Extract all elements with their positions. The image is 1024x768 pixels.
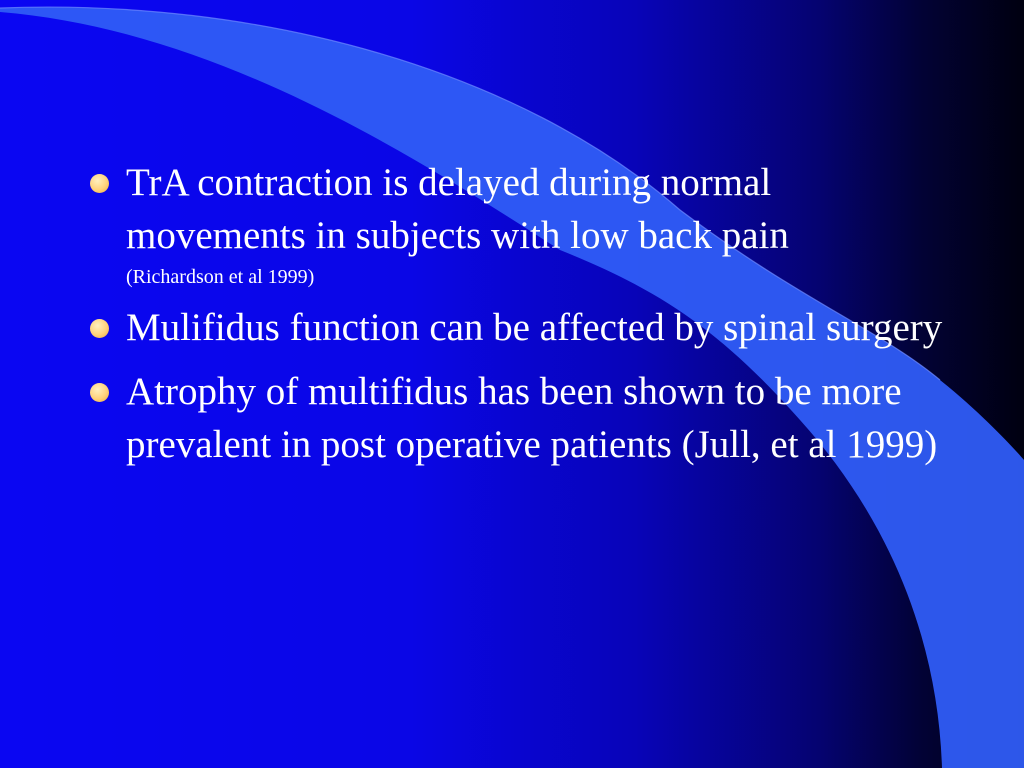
- bullet-reference: (Richardson et al 1999): [126, 266, 315, 288]
- bullet-item-multifidus-function: [88, 301, 948, 354]
- bullet-text: Atrophy of multifidus has been shown to be more prevalent in post operative patients (Jull, et al 1999): [126, 370, 938, 466]
- bullet-text: TrA contraction is delayed during normal movements in subjects with low back pain: [126, 161, 789, 257]
- bullet-item-tra: [88, 156, 948, 290]
- bullet-dot-icon: [90, 174, 109, 193]
- bullet-list: [88, 156, 948, 482]
- bullet-dot-icon: [90, 319, 109, 338]
- bullet-text: Mulifidus function can be affected by spinal surgery: [126, 306, 943, 349]
- bullet-item-multifidus-atrophy: [88, 365, 948, 471]
- bullet-dot-icon: [90, 383, 109, 402]
